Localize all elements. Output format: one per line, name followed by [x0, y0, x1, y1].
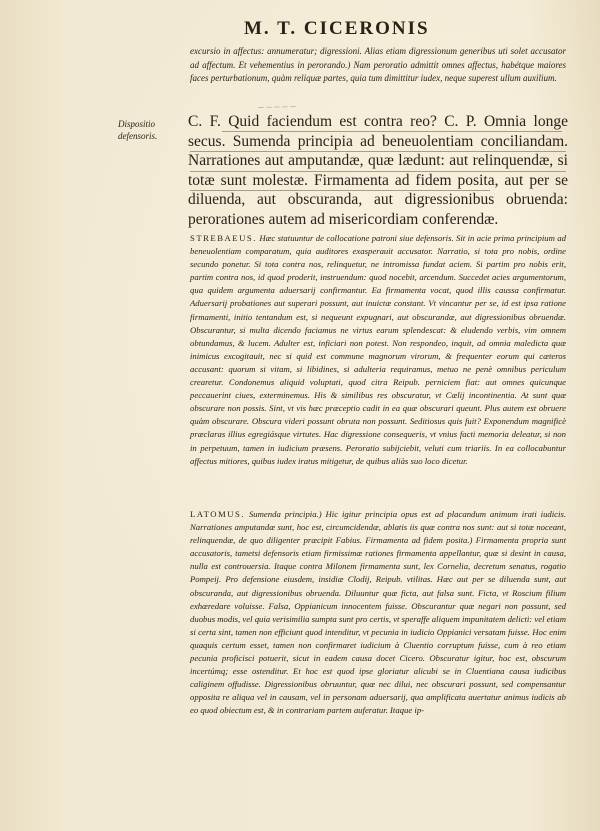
commentary-paragraph [190, 508, 566, 718]
commentary-text: Hæc statuuntur de collocatione patroni siue defensoris. Sit in acie prima principium ad beneuolentiam comparatum, quia auditores exasperauit accusator. Narratio, si tota pro nobis, ordine secundo ponetur. Si tota contra nos, relinquetur, ne intromissa fundat aciem. Si partim pro nobis erit, partim contra nos, id quod proderit, instruendum: quod nocebit, arcendum. Succedet acies argumentorum, qua quidem argumenta aduersarij confirmantur. Ea firmamenta vocat, quod illis caussa confirmatur. Aduersarij probationes aut superari possunt, aut inuictæ constant. Vt vincantur per se, id est ipsa ratione firmamenti, initio tentandum est, si nequeunt expugnari, aut obscurandæ, aut digressionibus obruendæ. Obscurantur, si multa dicendo faciamus ne virtus earum splendescat: & eludendo verbis, vim omnem obtundamus, & lucem. Adulter est, inficiari non potest. Non respondeo, inquit, ad omnia maledicta quæ inimicus excogitauit, nec si quid est commune magnorum virorum, & frequenter eorum qui cæteros accusant: quorum si vitam, si libidines, si adulteria requiramus, metuo ne penè omnibus periculum crearetur. Condonemus aliquid voluptati, quod citra Reipub. perniciem fiat: aut omnes quicunque peccauerint ciues, exterminemus. His & similibus res obscuratur, vt Cælij incontinentia. At sunt quæ obscurare non possis. Sint, vt vis hæc præceptio cadit in ea quæ obscurari queunt. Plus autem est obruere quàm obscurare. Obscura videri possunt obruta non possunt. Seditiosus quis fuit? Exponendum magnificè præclaras illius egregiásque virtutes. Hac digressione consequeris, vt vnius facti memoria deleatur, si non in perpetuum, tamen in iudicium præsens. Peroratio subijciebit, veluti cum triariis. In ea collocabuntur affectus mitiores, quibus iudex iratus mitigetur, de quibus aliàs suo loco dicetur. [190, 233, 566, 466]
main-text: C. F. Quid faciendum est contra reo? C. P. Omnia longe secus. Sumenda principia ad beneuolentiam conciliandam. Narrationes aut amputandæ, quæ lædunt: aut relinquendæ, si totæ sunt molestæ. Firmamenta ad fidem posita, aut per se diluenda, aut obscuranda, aut digressionibus obruenda: perorationes autem ad misericordiam conferendæ. [188, 113, 568, 228]
commentary-speaker: STREBAEUS. [190, 233, 257, 243]
underline-mark [190, 151, 566, 152]
underline-mark [190, 190, 490, 191]
handwritten-note: ... ... ... ... ... [257, 99, 297, 110]
running-head: M. T. CICERONIS [244, 18, 430, 39]
commentary-speaker: LATOMUS. [190, 509, 246, 519]
underline-mark [222, 131, 562, 132]
commentary-text: Sumenda principia.) Hic igitur principia opus est ad placandum animum irati iudicis. Narrationes amputandæ sunt, hoc est, circumcidendæ, ablatis iis quæ contra nos sunt: aut si totæ noceant, relinquendæ, de quo diligenter præcipit Fabius. Firmamenta ad fidem posita.) Firmamenta propria sunt accusatoris, tametsi defensoris etiam firmissimæ rationes firmamenta appellantur, quæ si desint in causa, nulla est controuersia. Itaque contra Milonem firmamenta sunt, lex Cornelia, decretum senatus, rogatio Pompeij. Pro defensione eiusdem, insidiæ Clodij, Reipub. vtilitas. Hæc aut per se diluenda sunt, aut obscuranda, aut digressionibus obruenda. Diluuntur quæ ficta, aut falsa sunt. Ficta, vt Roscium filium exhæredare voluisse. Falsa, Oppianicum innocentem fuisse. Obscurantur quæ negari non possunt, sed duobus modis, vel quia verisimilia sumpta sunt pro certis, vt speraffe aliquem impunitatem delicti: vel etiam si certa sint, tamen non efficiunt quod intenditur, vt pecunia in iudicio Oppianici versatam fuisse. Hoc enim quaquis certum esset, tamen non confirmaret iudicium à Cluentio corruptum fuisse, cum à reo etiam pecunia proficisci potuerit, sicut in eadem causa docet Cicero. Obscuratur igitur, hoc est, obscurum incertúmq; esse ostenditur. Et hoc est quod ipse gloriatur alicubi se in Cluentiana causa iudicibus caliginem offudisse. Digressionibus obruuntur, quæ nec dilui, nec obscurari possunt, sed compensantur opposita re aliqua vel in causam, vel in personam aduersarij, qua amplificata auertatur animus iudicis ab eo quod obiectum est, & in contrariam partem auferatur. Itaque ip- [190, 509, 567, 716]
margin-note: Dispositio defensoris. [118, 119, 158, 141]
commentary-strebaeus [190, 232, 566, 468]
top-paragraph: excursio in affectus: annumeratur; digressioni. Alias etiam digressionum generibus uti solet accusator ad affectum. Et vehementius in perorando.) Nam peroratio admittit omnes affectus, habétque maiores faces perturbationum, quàm reliquæ partes, quia tum dimittitur iudex, neque superest ullum auxilium. [190, 46, 566, 84]
underline-mark [190, 171, 566, 172]
commentary-paragraph [190, 232, 566, 468]
commentary-latomus [190, 508, 566, 718]
